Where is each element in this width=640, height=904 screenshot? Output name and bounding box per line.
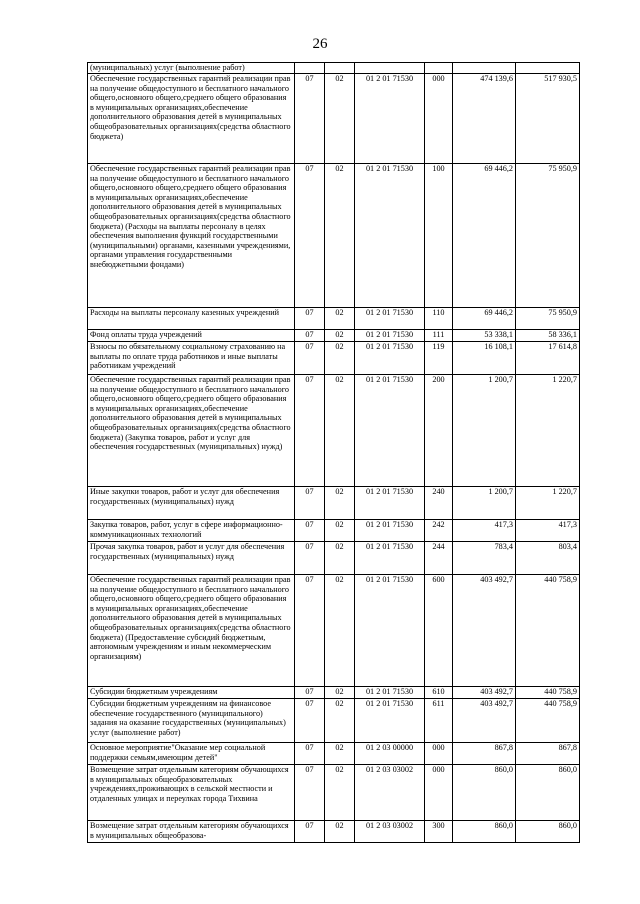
amount-year1-cell: 53 338,1 [453,330,516,342]
target-article-cell: 01 2 01 71530 [355,375,425,487]
expense-type-cell: 244 [425,542,453,575]
target-article-cell: 01 2 03 03002 [355,821,425,843]
expense-type-cell: 240 [425,487,453,520]
amount-year2-cell: 440 758,9 [516,575,580,687]
table-row [88,74,580,164]
target-article-cell: 01 2 01 71530 [355,687,425,699]
amount-year1-cell: 1 200,7 [453,487,516,520]
amount-year1-cell: 860,0 [453,765,516,821]
amount-year2-cell: 75 950,9 [516,308,580,330]
amount-year1-cell: 1 200,7 [453,375,516,487]
table-row [88,520,580,542]
table-row [88,342,580,375]
section-code-cell: 07 [295,687,325,699]
amount-year2-cell: 803,4 [516,542,580,575]
subsection-code-cell: 02 [325,575,355,687]
expenditure-name-cell: Субсидии бюджетным учреждениям [88,687,295,699]
table-row [88,765,580,821]
budget-table [87,62,580,843]
table-row [88,330,580,342]
amount-year1-cell: 417,3 [453,520,516,542]
section-code-cell: 07 [295,542,325,575]
expense-type-cell: 110 [425,308,453,330]
amount-year2-cell [516,63,580,74]
expense-type-cell: 242 [425,520,453,542]
table-row [88,821,580,843]
subsection-code-cell: 02 [325,164,355,308]
expense-type-cell: 000 [425,743,453,765]
expense-type-cell: 610 [425,687,453,699]
expenditure-name-cell: Обеспечение государственных гарантий реализации прав на получение общедоступного и бесплатного начального общего,основного общего,среднего общего образования в муниципальных организациях,обеспечение дополнительного образования детей в муниципальных общеобразовательных организациях(средства областного бюджета) [88,74,295,164]
section-code-cell: 07 [295,699,325,743]
expense-type-cell: 000 [425,74,453,164]
amount-year1-cell: 867,8 [453,743,516,765]
expense-type-cell: 600 [425,575,453,687]
amount-year1-cell: 860,0 [453,821,516,843]
section-code-cell: 07 [295,520,325,542]
amount-year1-cell: 69 446,2 [453,308,516,330]
amount-year2-cell: 517 930,5 [516,74,580,164]
table-row [88,487,580,520]
amount-year1-cell: 403 492,7 [453,575,516,687]
amount-year2-cell: 440 758,9 [516,699,580,743]
subsection-code-cell: 02 [325,743,355,765]
subsection-code-cell: 02 [325,765,355,821]
subsection-code-cell: 02 [325,330,355,342]
page-number: 26 [312,36,328,52]
expense-type-cell: 111 [425,330,453,342]
subsection-code-cell: 02 [325,342,355,375]
target-article-cell: 01 2 01 71530 [355,74,425,164]
section-code-cell [295,63,325,74]
section-code-cell: 07 [295,575,325,687]
expense-type-cell: 100 [425,164,453,308]
amount-year1-cell: 16 108,1 [453,342,516,375]
target-article-cell: 01 2 03 00000 [355,743,425,765]
section-code-cell: 07 [295,821,325,843]
target-article-cell: 01 2 01 71530 [355,308,425,330]
table-row [88,63,580,74]
table-row [88,375,580,487]
table-row [88,308,580,330]
target-article-cell: 01 2 01 71530 [355,520,425,542]
amount-year1-cell: 403 492,7 [453,699,516,743]
expense-type-cell [425,63,453,74]
section-code-cell: 07 [295,375,325,487]
amount-year1-cell: 69 446,2 [453,164,516,308]
expenditure-name-cell: Взносы по обязательному социальному страхованию на выплаты по оплате труда работников и иные выплаты работникам учреждений [88,342,295,375]
subsection-code-cell: 02 [325,308,355,330]
expenditure-name-cell: Основное мероприятие"Оказание мер социальной поддержки семьям,имеющим детей" [88,743,295,765]
subsection-code-cell [325,63,355,74]
expenditure-name-cell: Обеспечение государственных гарантий реализации прав на получение общедоступного и бесплатного начального общего,основного общего,среднего общего образования в муниципальных организациях,обеспечение дополнительного образования детей в муниципальных общеобразовательных организациях(средства областного бюджета) (Расходы на выплаты персоналу в целях обеспечения выполнения функций государственными (муниципальными) органами, казенными учреждениями, органами управления государственными внебюджетными фондами) [88,164,295,308]
expense-type-cell: 300 [425,821,453,843]
amount-year2-cell: 1 220,7 [516,487,580,520]
amount-year2-cell: 75 950,9 [516,164,580,308]
target-article-cell: 01 2 01 71530 [355,330,425,342]
expenditure-name-cell: Возмещение затрат отдельным категориям обучающихся в муниципальных общеобразовательных учреждениях,проживающих в сельской местности и отдаленных улицах и переулках города Тихвина [88,765,295,821]
expenditure-name-cell: (муниципальных) услуг (выполнение работ) [88,63,295,74]
expenditure-name-cell: Обеспечение государственных гарантий реализации прав на получение общедоступного и бесплатного начального общего,основного общего,среднего общего образования в муниципальных организациях,обеспечение дополнительного образования детей в муниципальных общеобразовательных организациях(средства областного бюджета) (Предоставление субсидий бюджетным, автономным учреждениям и иным некоммерческим организациям) [88,575,295,687]
expenditure-name-cell: Обеспечение государственных гарантий реализации прав на получение общедоступного и бесплатного начального общего,основного общего,среднего общего образования в муниципальных организациях,обеспечение дополнительного образования детей в муниципальных общеобразовательных организациях(средства областного бюджета) (Закупка товаров, работ и услуг для обеспечения государственных (муниципальных) нужд) [88,375,295,487]
expense-type-cell: 200 [425,375,453,487]
expenditure-name-cell: Прочая закупка товаров, работ и услуг для обеспечения государственных (муниципальных) нужд [88,542,295,575]
target-article-cell: 01 2 01 71530 [355,487,425,520]
amount-year2-cell: 440 758,9 [516,687,580,699]
table-row [88,542,580,575]
section-code-cell: 07 [295,743,325,765]
section-code-cell: 07 [295,308,325,330]
subsection-code-cell: 02 [325,821,355,843]
amount-year2-cell: 17 614,8 [516,342,580,375]
table-row [88,687,580,699]
amount-year1-cell: 474 139,6 [453,74,516,164]
section-code-cell: 07 [295,74,325,164]
section-code-cell: 07 [295,164,325,308]
subsection-code-cell: 02 [325,699,355,743]
amount-year2-cell: 417,3 [516,520,580,542]
table-row [88,164,580,308]
amount-year1-cell: 403 492,7 [453,687,516,699]
section-code-cell: 07 [295,330,325,342]
amount-year2-cell: 58 336,1 [516,330,580,342]
target-article-cell: 01 2 01 71530 [355,164,425,308]
expenditure-name-cell: Закупка товаров, работ, услуг в сфере информационно-коммуникационных технологий [88,520,295,542]
section-code-cell: 07 [295,342,325,375]
subsection-code-cell: 02 [325,687,355,699]
expenditure-name-cell: Иные закупки товаров, работ и услуг для обеспечения государственных (муниципальных) нужд [88,487,295,520]
expense-type-cell: 000 [425,765,453,821]
budget-table-body [88,63,580,843]
expense-type-cell: 611 [425,699,453,743]
section-code-cell: 07 [295,487,325,520]
target-article-cell: 01 2 01 71530 [355,342,425,375]
table-row [88,743,580,765]
amount-year2-cell: 860,0 [516,821,580,843]
amount-year1-cell: 783,4 [453,542,516,575]
target-article-cell: 01 2 01 71530 [355,575,425,687]
subsection-code-cell: 02 [325,542,355,575]
expenditure-name-cell: Возмещение затрат отдельным категориям обучающихся в муниципальных общеобразова- [88,821,295,843]
expenditure-name-cell: Расходы на выплаты персоналу казенных учреждений [88,308,295,330]
amount-year2-cell: 860,0 [516,765,580,821]
subsection-code-cell: 02 [325,487,355,520]
amount-year2-cell: 867,8 [516,743,580,765]
expenditure-name-cell: Субсидии бюджетным учреждениям на финансовое обеспечение государственного (муниципального) задания на оказание государственных (муниципальных) услуг (выполнение работ) [88,699,295,743]
subsection-code-cell: 02 [325,375,355,487]
table-row [88,699,580,743]
subsection-code-cell: 02 [325,74,355,164]
amount-year1-cell [453,63,516,74]
target-article-cell: 01 2 01 71530 [355,542,425,575]
expense-type-cell: 119 [425,342,453,375]
subsection-code-cell: 02 [325,520,355,542]
section-code-cell: 07 [295,765,325,821]
amount-year2-cell: 1 220,7 [516,375,580,487]
table-row [88,575,580,687]
target-article-cell: 01 2 03 03002 [355,765,425,821]
target-article-cell [355,63,425,74]
expenditure-name-cell: Фонд оплаты труда учреждений [88,330,295,342]
target-article-cell: 01 2 01 71530 [355,699,425,743]
